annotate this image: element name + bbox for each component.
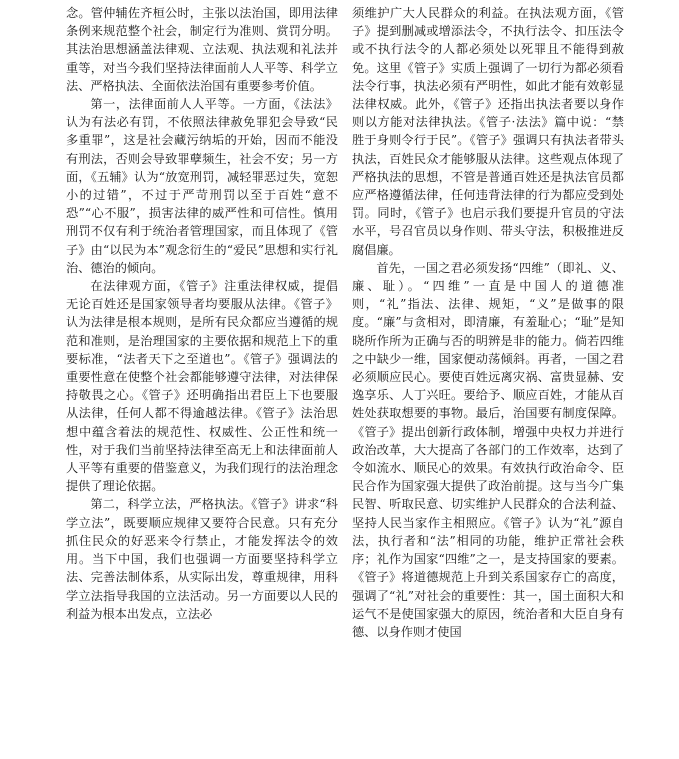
left-text-column bbox=[66, 4, 338, 756]
paragraph-legal-view: 在法律观方面，《管子》注重法律权威，提倡无论百姓还是国家领导者均要服从法律。《管子》认为法律是根本规则，是所有民众都应当遵循的规范和准则，是治理国家的主要依据和规范上下的重要标准，“法者天下之至道也”。《管子》强调法的重要性意在使整个社会都能够遵守法律，对法律保持敬畏之心。《管子》还明确指出君臣上下也要服从法律，任何人都不得逾越法律。《管子》法治思想中蕴含着法的规范性、权威性、公正性和统一性，对于我们当前坚持法律至高无上和法律面前人人平等有重要的借鉴意义，为我们现行的法治理念提供了理论依据。 bbox=[66, 279, 338, 494]
paragraph-four-dimensions: 首先，一国之君必须发扬“四维”（即礼、义、廉、耻）。“四维”一直是中国人的道德准则，“礼”指法、法律、规矩，“义”是做事的限度。“廉”与贪相对，即清廉，有羞耻心；“耻”是知晓所作所为正确与否的明辨是非的能力。倘若四维之中缺少一维，国家便动荡倾斜。再者，一国之君必须顺应民心。要使百姓远离灾祸、富贵显赫、安逸享乐、人丁兴旺。要给予、顺应百姓，才能从百姓处获取想要的事物。最后，治国要有制度保障。《管子》提出创新行政体制，增强中央权力并进行政治改革，大大提高了各部门的工作效率，达到了令如流水、顺民心的效果。有效执行政治命令、臣民合作为国家强大提供了政治前提。这与当今广集民智、听取民意、切实维护人民群众的合法利益、坚持人民当家作主相照应。《管子》认为“礼”源自法，执行者和“法”相同的功能，维护正常社会秩序；礼作为国家“四维”之一，是支持国家的要素。《管子》将道德规范上升到关系国家存亡的高度，强调了“礼”对社会的重要性：其一，国土面积大和运气不是使国家强大的原因，统治者和大臣自身有德、以身作则才使国 bbox=[352, 260, 624, 639]
paragraph-law-enforcement: 须维护广大人民群众的利益。在执法观方面，《管子》提到删减或增添法令，不执行法令、扣压法令或不执行法令的人都必须处以死罪且不能得到赦免。这里《管子》实质上强调了一切行为都必须看法令行事，执法必须有严明性，如此才能有效彰显法律权威。此外，《管子》还指出执法者要以身作则以方能对法律执法。《管子·法法》篇中说：“禁胜于身则令行于民”。《管子》强调只有执法者带头执法，百姓民众才能够服从法律。这些观点体现了严格执法的思想，不管是普通百姓还是执法官员都应严格遵循法律，任何违背法律的行为都应受到处罚。同时，《管子》也启示我们要提升官员的守法水平，号召官员以身作则、带头守法，积极推进反腐倡廉。 bbox=[352, 6, 624, 257]
paragraph-equality-before-law: 第一，法律面前人人平等。一方面，《法法》认为有法必有罚，不依照法律赦免罪犯会导致“民多重罪”，这是社会藏污纳垢的开始，因而不能没有刑法，否则会导致罪孽频生，社会不安；另一方面，《五辅》认为“放宽刑罚，减轻罪恶过失，宽恕小的过错”，不过于严苛刑罚以至于百姓“意不恐”“心不服”，损害法律的威严性和可信性。慎用刑罚不仅有利于统治者管理国家，而且体现了《管子》由“以民为本”观念衍生的“爱民”思想和实行礼治、德治的倾向。 bbox=[66, 97, 338, 275]
paragraph-scientific-legislation: 第二，科学立法，严格执法。《管子》讲求“科学立法”，既要顺应规律又要符合民意。只有充分抓住民众的好恶来令行禁止，才能发挥法令的效用。当下中国，我们也强调一方面要坚持科学立法、完善法制体系，从实际出发，尊重规律，用科学立法指导我国的立法活动。另一方面要以人民的利益为根本出发点，立法必 bbox=[66, 497, 338, 621]
right-text-column bbox=[352, 4, 624, 756]
paragraph-continued: 念。管仲辅佐齐桓公时，主张以法治国，即用法律条例来规范整个社会，制定行为准则、赏罚分明。其法治思想涵盖法律观、立法观、执法观和礼法并重等，对当今我们坚持法律面前人人平等、科学立法、严格执法、全面依法治国有重要参考价值。 bbox=[66, 6, 338, 93]
